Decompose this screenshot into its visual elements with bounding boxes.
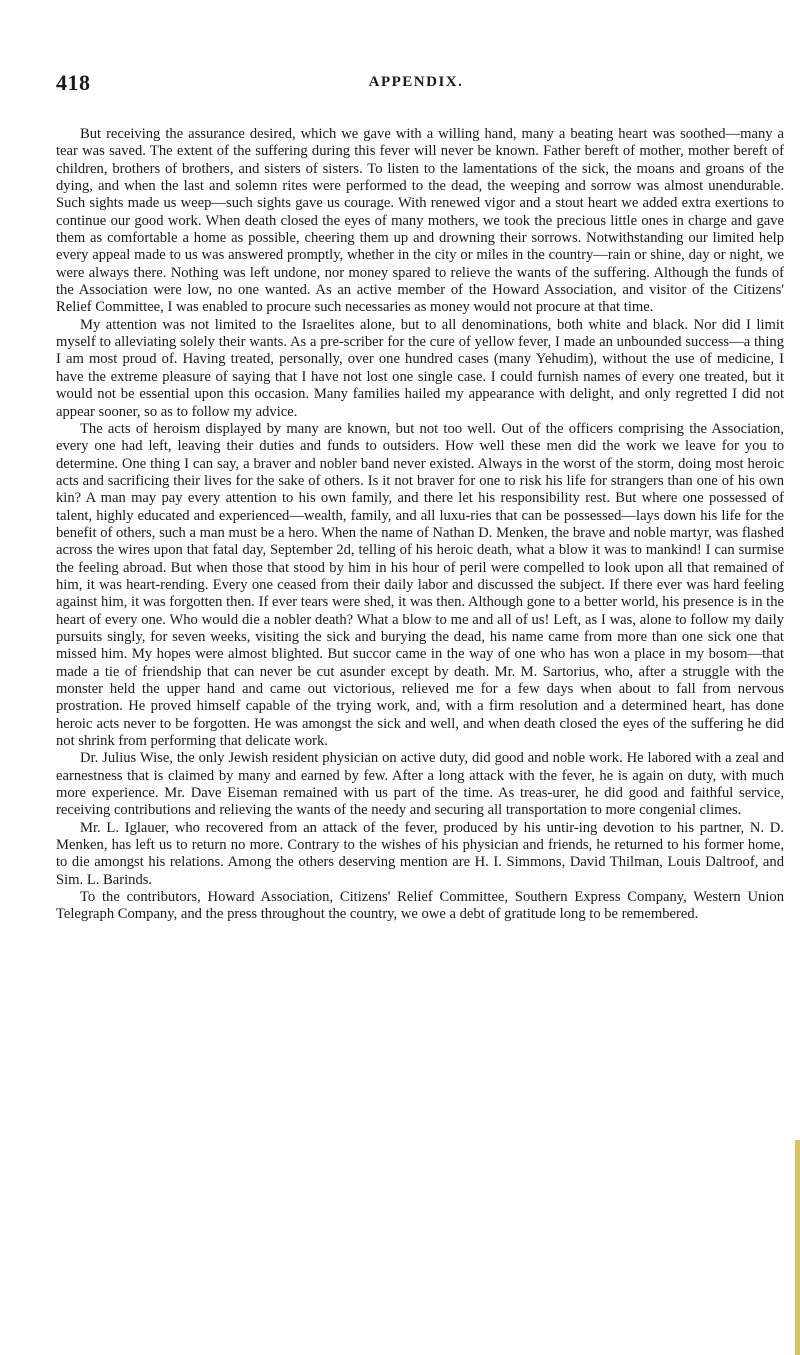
- body-text: [56, 126, 784, 924]
- page-edge-mark: [795, 1140, 800, 1355]
- paragraph: But receiving the assurance desired, which we gave with a willing hand, many a beating heart was soothed—many a tear was saved. The extent of the suffering during this fever will never be known. Father bereft of mother, mother bereft of children, brothers of brothers, and sisters of sisters. To listen to the lamentations of the sick, the moans and groans of the dying, and when the last and solemn rites were performed to the dead, the weeping and sorrow was almost unendurable. Such sights made us weep—such sights gave us courage. With renewed vigor and a stout heart we added extra exertions to continue our good work. When death closed the eyes of many mothers, we took the precious little ones in charge and gave them as comfortable a home as possible, cheering them up and drowning their sorrows. Notwithstanding our limited help every appeal made to us was answered promptly, whether in the city or miles in the country—rain or shine, day or night, we were always there. Nothing was left undone, nor money spared to relieve the wants of the suffering. Although the funds of the Association were low, no one wanted. As an active member of the Howard Association, and visitor of the Citizens' Relief Committee, I was enabled to procure such necessaries as money would not procure at that time.: [56, 126, 784, 316]
- paragraph: My attention was not limited to the Israelites alone, but to all denominations, both white and black. Nor did I limit myself to alleviating solely their wants. As a pre-scriber for the cure of yellow fever, I made an unbounded success—a thing I am most proud of. Having treated, personally, over one hundred cases (many Yehudim), without the use of medicine, I have the extreme pleasure of saying that I have not lost one single case. I could furnish names of every one treated, but it would not be essential upon this occasion. Many families hailed my appearance with delight, and only regretted I did not appear sooner, so as to follow my advice.: [56, 316, 784, 420]
- paragraph: Dr. Julius Wise, the only Jewish resident physician on active duty, did good and noble work. He labored with a zeal and earnestness that is claimed by many and earned by few. After a long attack with the fever, he is again on duty, with much more experience. Mr. Dave Eiseman remained with us part of the time. As treas-urer, he did good and faithful service, receiving contributions and relieving the wants of the needy and securing all transportation to more congenial climes.: [56, 750, 784, 819]
- page-number: 418: [56, 70, 91, 95]
- paragraph: To the contributors, Howard Association, Citizens' Relief Committee, Southern Express Company, Western Union Telegraph Company, and the press throughout the country, we owe a debt of gratitude long to be remembered.: [56, 889, 784, 923]
- running-head: APPENDIX.: [368, 74, 464, 90]
- paragraph: The acts of heroism displayed by many are known, but not too well. Out of the officers comprising the Association, every one had left, leaving their duties and funds to outsiders. How well these men did the work we leave for you to determine. One thing I can say, a braver and nobler band never existed. Always in the worst of the storm, doing most heroic acts and sacrificing their lives for the sake of others. Is it not braver for one to risk his life for strangers than one of his own kin? A man may pay every attention to his own family, and there let his responsibility rest. But where one possessed of talent, highly educated and experienced—wealth, family, and all luxu-ries that can be possessed—lays down his life for the benefit of others, such a man must be a hero. When the name of Nathan D. Menken, the brave and noble martyr, was flashed across the wires upon that fatal day, September 2d, telling of his heroic death, what a blow it was to mankind! I can surmise the feeling abroad. But when those that stood by him in his hour of peril were compelled to look upon all that remained of him, it was heart-rending. Every one ceased from their daily labor and discussed the subject. If there ever was hard feeling against him, it was forgotten then. If ever tears were shed, it was then. Although gone to a better world, his presence is in the heart of every one. Who would die a nobler death? What a blow to me and all of us! Left, as I was, alone to follow my daily pursuits singly, for seven weeks, visiting the sick and burying the dead, his name came from more than one sick one that missed him. My hopes were almost blighted. But succor came in the way of one who has won a place in my bosom—that made a tie of friendship that can never be cut asunder except by death. Mr. M. Sartorius, who, after a struggle with the monster held the upper hand and came out victorious, relieved me for a few days when about to fall from nervous prostration. He proved himself capable of the trying work, and, with a firm resolution and a determined heart, has done heroic acts never to be forgotten. He was amongst the sick and well, and when death closed the eyes of the suffering he did not shrink from performing that delicate work.: [56, 420, 784, 750]
- page-header: [56, 70, 776, 98]
- paragraph: Mr. L. Iglauer, who recovered from an attack of the fever, produced by his untir-ing devotion to his partner, N. D. Menken, has left us to return no more. Contrary to the wishes of his physician and friends, he returned to his former home, to die amongst his relations. Among the others deserving mention are H. I. Simmons, David Thilman, Louis Daltroof, and Sim. L. Barinds.: [56, 819, 784, 888]
